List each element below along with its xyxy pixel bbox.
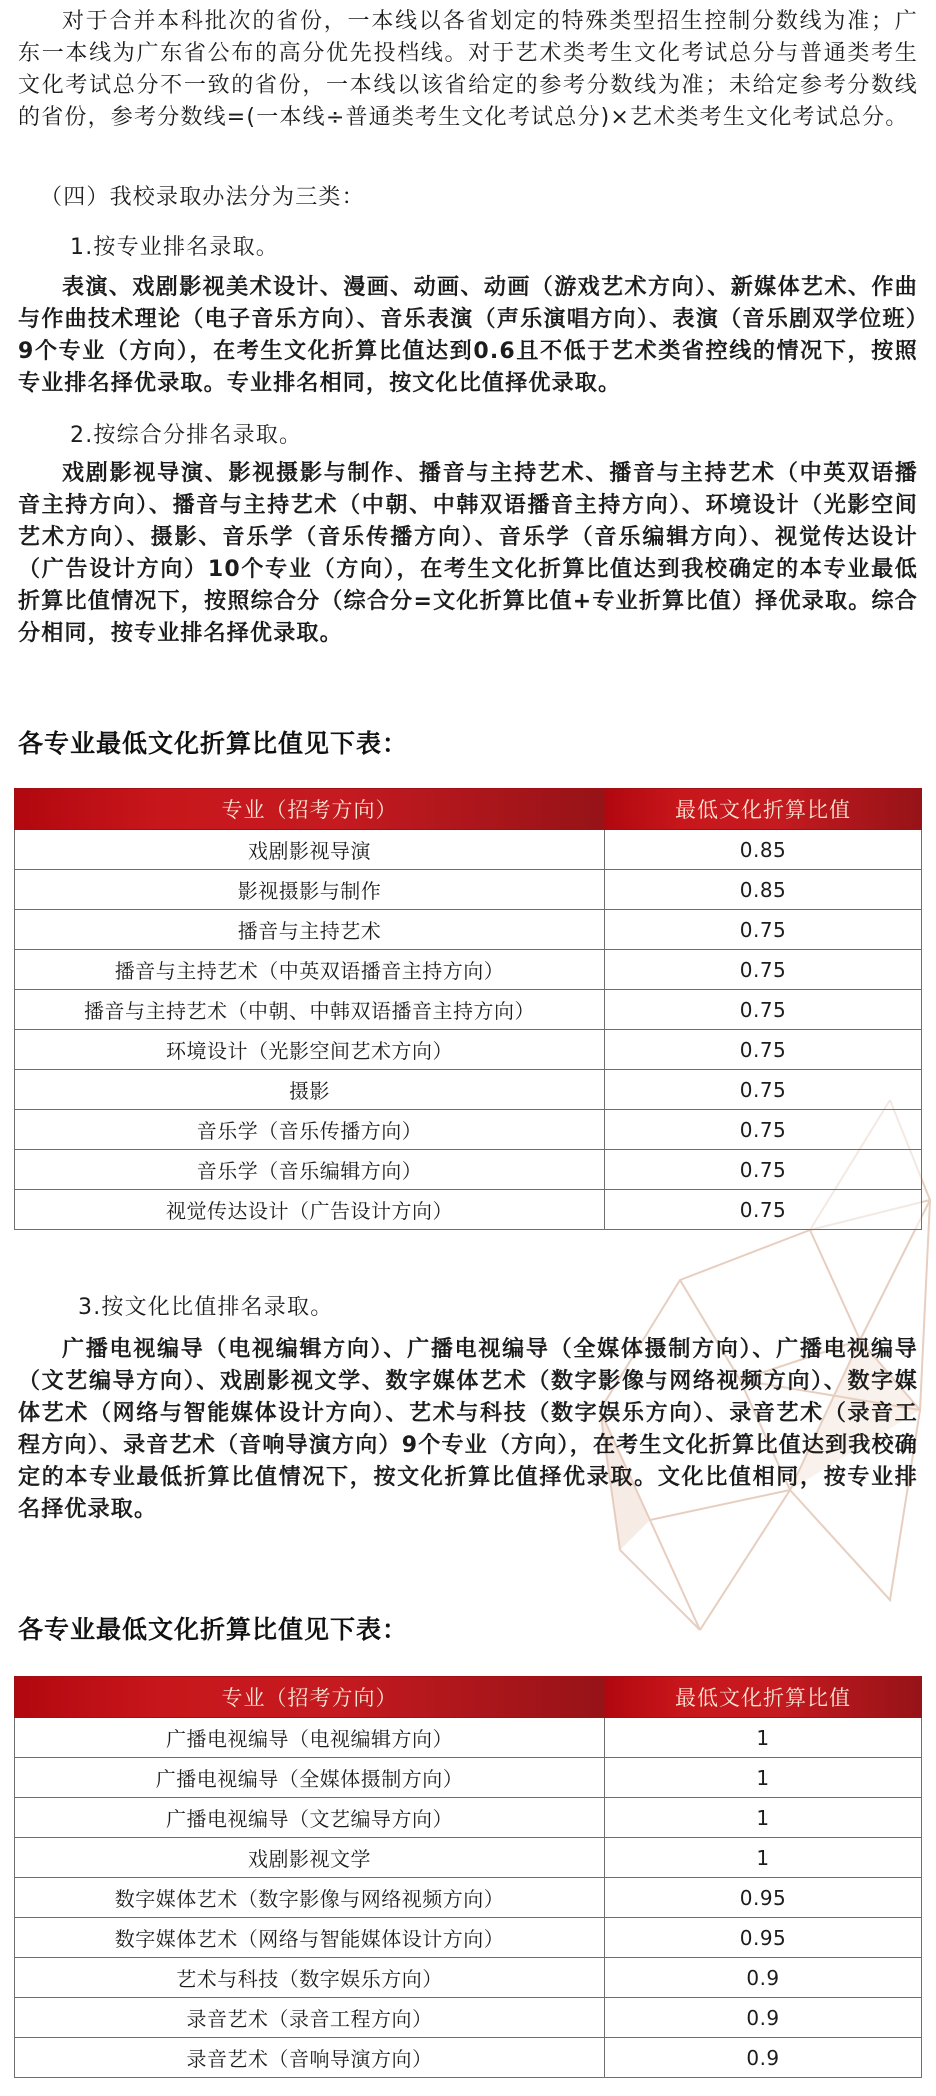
ratio-cell: 0.95 [605,1918,922,1958]
major-cell: 数字媒体艺术（网络与智能媒体设计方向） [15,1918,605,1958]
ratio-cell: 0.9 [605,1958,922,1998]
ratio-cell: 0.75 [605,1030,922,1070]
table-2-header-major: 专业（招考方向） [15,1677,605,1718]
major-cell: 广播电视编导（电视编辑方向） [15,1718,605,1758]
major-cell: 数字媒体艺术（数字影像与网络视频方向） [15,1878,605,1918]
table-1-min-cultural-ratio [14,788,922,1230]
major-cell: 播音与主持艺术（中英双语播音主持方向） [15,950,605,990]
major-cell: 广播电视编导（全媒体摄制方向） [15,1758,605,1798]
table-2-header-row [15,1677,922,1718]
table-2-min-cultural-ratio [14,1676,922,2078]
major-cell: 音乐学（音乐编辑方向） [15,1150,605,1190]
ratio-cell: 0.75 [605,1070,922,1110]
ratio-cell: 0.75 [605,990,922,1030]
ratio-cell: 0.75 [605,910,922,950]
table-2-header-ratio: 最低文化折算比值 [605,1677,922,1718]
ratio-cell: 0.95 [605,1878,922,1918]
table-row [15,1030,922,1070]
major-cell: 摄影 [15,1070,605,1110]
ratio-cell: 0.85 [605,830,922,870]
section-four-heading: （四）我校录取办法分为三类： [40,185,365,210]
table-row [15,950,922,990]
ratio-cell: 0.75 [605,1190,922,1230]
table-1-heading: 各专业最低文化折算比值见下表： [18,729,409,758]
table-row [15,990,922,1030]
ratio-cell: 1 [605,1758,922,1798]
ratio-cell: 0.9 [605,2038,922,2078]
table-2-heading: 各专业最低文化折算比值见下表： [18,1615,409,1644]
table-row [15,1998,922,2038]
major-cell: 戏剧影视文学 [15,1838,605,1878]
method-2-title: 2.按综合分排名录取。 [70,423,303,448]
table-row [15,1758,922,1798]
table-row [15,1070,922,1110]
table-row [15,910,922,950]
ratio-cell: 0.75 [605,1150,922,1190]
table-row [15,1838,922,1878]
table-row [15,1918,922,1958]
ratio-cell: 0.85 [605,870,922,910]
method-3-title: 3.按文化比值排名录取。 [78,1295,334,1320]
table-row [15,1190,922,1230]
table-row [15,830,922,870]
major-cell: 戏剧影视导演 [15,830,605,870]
major-cell: 广播电视编导（文艺编导方向） [15,1798,605,1838]
table-1-header-ratio: 最低文化折算比值 [605,789,922,830]
major-cell: 环境设计（光影空间艺术方向） [15,1030,605,1070]
ratio-cell: 1 [605,1718,922,1758]
major-cell: 艺术与科技（数字娱乐方向） [15,1958,605,1998]
major-cell: 播音与主持艺术 [15,910,605,950]
table-row [15,1958,922,1998]
major-cell: 录音艺术（录音工程方向） [15,1998,605,2038]
ratio-cell: 0.75 [605,1110,922,1150]
method-1-body: 表演、戏剧影视美术设计、漫画、动画、动画（游戏艺术方向）、新媒体艺术、作曲与作曲技术理论（电子音乐方向）、音乐表演（声乐演唱方向）、表演（音乐剧双学位班）9个专业（方向），在考生文化折算比值达到0.6且不低于艺术类省控线的情况下，按照专业排名择优录取。专业排名相同，按文化比值择优录取。 [18,275,918,396]
major-cell: 录音艺术（音响导演方向） [15,2038,605,2078]
method-3-body: 广播电视编导（电视编辑方向）、广播电视编导（全媒体摄制方向）、广播电视编导（文艺编导方向）、戏剧影视文学、数字媒体艺术（数字影像与网络视频方向）、数字媒体艺术（网络与智能媒体设计方向）、艺术与科技（数字娱乐方向）、录音艺术（录音工程方向）、录音艺术（音响导演方向）9个专业（方向），在考生文化折算比值达到我校确定的本专业最低折算比值情况下，按文化折算比值择优录取。文化比值相同，按专业排名择优录取。 [18,1337,918,1522]
table-row [15,870,922,910]
ratio-cell: 0.75 [605,950,922,990]
ratio-cell: 1 [605,1838,922,1878]
method-1-title: 1.按专业排名录取。 [70,235,279,260]
table-row [15,1718,922,1758]
major-cell: 音乐学（音乐传播方向） [15,1110,605,1150]
intro-paragraph: 对于合并本科批次的省份，一本线以各省划定的特殊类型招生控制分数线为准；广东一本线为广东省公布的高分优先投档线。对于艺术类考生文化考试总分与普通类考生文化考试总分不一致的省份，一本线以该省给定的参考分数线为准；未给定参考分数线的省份，参考分数线=(一本线÷普通类考生文化考试总分)×艺术类考生文化考试总分。 [18,9,918,130]
method-2-body: 戏剧影视导演、影视摄影与制作、播音与主持艺术、播音与主持艺术（中英双语播音主持方向）、播音与主持艺术（中朝、中韩双语播音主持方向）、环境设计（光影空间艺术方向）、摄影、音乐学（音乐传播方向）、音乐学（音乐编辑方向）、视觉传达设计（广告设计方向）10个专业（方向），在考生文化折算比值达到我校确定的本专业最低折算比值情况下，按照综合分（综合分=文化折算比值+专业折算比值）择优录取。综合分相同，按专业排名择优录取。 [18,461,918,646]
major-cell: 视觉传达设计（广告设计方向） [15,1190,605,1230]
table-row [15,2038,922,2078]
ratio-cell: 0.9 [605,1998,922,2038]
table-row [15,1110,922,1150]
ratio-cell: 1 [605,1798,922,1838]
table-row [15,1798,922,1838]
table-1-header-row [15,789,922,830]
major-cell: 影视摄影与制作 [15,870,605,910]
table-row [15,1878,922,1918]
table-row [15,1150,922,1190]
major-cell: 播音与主持艺术（中朝、中韩双语播音主持方向） [15,990,605,1030]
table-1-header-major: 专业（招考方向） [15,789,605,830]
